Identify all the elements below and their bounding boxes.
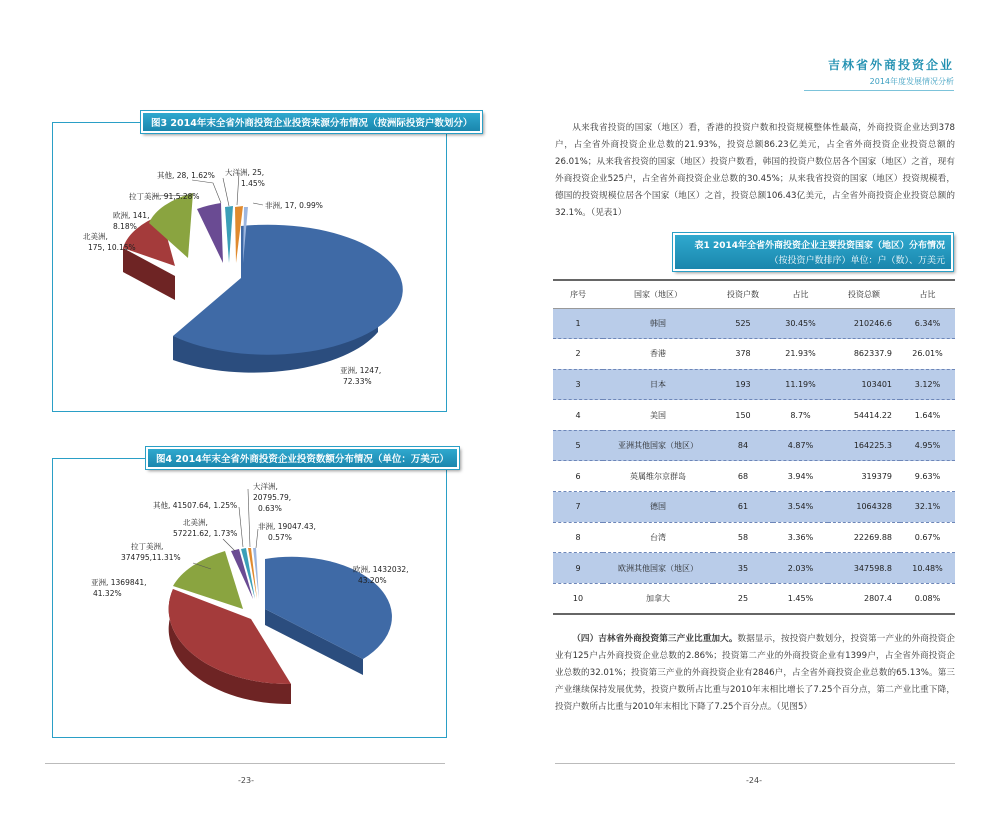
cell-amount: 210246.6 (828, 308, 900, 339)
cell-amount-pct: 4.95% (900, 430, 955, 461)
table-row (553, 461, 955, 492)
table-row (553, 553, 955, 584)
cell-country: 欧洲其他国家（地区） (603, 553, 713, 584)
cell-index: 1 (553, 308, 603, 339)
fig3-label-asia-2: 72.33% (343, 377, 372, 386)
cell-amount-pct: 1.64% (914, 410, 941, 420)
cell-amount: 319379 (861, 471, 892, 481)
th-amount-pct: 占比 (900, 280, 955, 308)
figure-3 (52, 118, 473, 412)
header-rule (804, 90, 954, 91)
header-subtitle: 2014年度发展情况分析 (869, 77, 954, 86)
cell-country: 美国 (650, 410, 666, 420)
cell-amount: 164225.3 (828, 430, 900, 461)
fig3-label-eu-2: 8.18% (113, 222, 137, 231)
fig3-label-na-2: 175, 10.15% (88, 243, 136, 252)
fig4-label-africa-2: 0.57% (268, 533, 292, 542)
cell-count: 61 (713, 492, 773, 523)
fig4-label-oceania-2: 20795.79, (253, 493, 292, 502)
cell-count-pct: 21.93% (785, 349, 816, 359)
cell-index: 9 (553, 553, 603, 584)
table-row (553, 430, 955, 461)
table-1-caption (673, 233, 953, 271)
table-1-subtitle: （按投资户数排序）单位：户（数）、万美元 (769, 256, 945, 266)
th-amount: 投资总额 (828, 280, 900, 308)
cell-count-pct: 3.36% (787, 532, 814, 542)
th-country: 国家（地区） (603, 280, 713, 308)
table-row (553, 522, 955, 553)
cell-count: 150 (735, 410, 751, 420)
fig3-label-na-1: 北美洲, (83, 232, 108, 241)
header-title: 吉林省外商投资企业 (827, 58, 954, 72)
cell-index: 7 (553, 492, 603, 523)
figure-4-title: 图4 2014年末全省外商投资企业投资数额分布情况（单位：万美元） (146, 447, 459, 469)
cell-count-pct: 3.94% (787, 471, 814, 481)
cell-index: 4 (575, 410, 581, 420)
fig4-label-asia-1: 亚洲, 1369841, (91, 578, 147, 587)
cell-amount-pct: 26.01% (912, 349, 943, 359)
fig4-label-europe-1: 欧洲, 1432032, (353, 565, 409, 574)
fig4-label-europe-2: 43.20% (358, 576, 387, 585)
cell-count: 525 (713, 308, 773, 339)
table-header-row (553, 280, 955, 308)
cell-amount-pct: 10.48% (900, 553, 955, 584)
fig3-label-eu-1: 欧洲, 141, (113, 211, 150, 220)
figure-4-pie-chart (53, 459, 446, 737)
paragraph-tertiary (555, 631, 955, 716)
cell-index: 3 (553, 369, 603, 400)
pie3-slice-la (197, 203, 223, 263)
running-header (828, 56, 954, 87)
cell-amount: 862337.9 (853, 349, 892, 359)
fig3-label-oceania-1: 大洋洲, 25, (225, 168, 265, 177)
fig4-label-la-1: 拉丁美洲, (131, 542, 164, 551)
footer-rule-left (45, 763, 445, 769)
cell-amount-pct: 9.63% (914, 471, 941, 481)
cell-amount: 347598.8 (828, 553, 900, 584)
cell-country: 加拿大 (603, 583, 713, 614)
fig4-label-na-2: 57221.62, 1.73% (173, 529, 238, 538)
cell-amount: 54414.22 (853, 410, 892, 420)
cell-count: 25 (713, 583, 773, 614)
paragraph-tertiary-lead: （四）吉林省外商投资第三产业比重加大。 (572, 634, 738, 644)
cell-amount-pct: 32.1% (900, 492, 955, 523)
table-row (553, 308, 955, 339)
th-count: 投资户数 (713, 280, 773, 308)
cell-index: 5 (553, 430, 603, 461)
table-row (553, 583, 955, 614)
cell-country: 香港 (650, 349, 666, 359)
cell-country: 日本 (603, 369, 713, 400)
figure-3-title: 图3 2014年末全省外商投资企业投资来源分布情况（按洲际投资户数划分） (141, 111, 482, 133)
cell-count: 193 (713, 369, 773, 400)
fig3-label-oceania-2: 1.45% (241, 179, 265, 188)
cell-count-pct: 2.03% (773, 553, 828, 584)
paragraph-countries: 从来我省投资的国家（地区）看，香港的投资户数和投资规模整体性最高，外商投资企业达到378户，占全省外商投资企业总数的21.93%，投资总额86.23亿美元，占全省外商投资企业投资总额的26.01%；从来我省投资的国家（地区）投资户数看，韩国的投资户数位居各个国家（地区）之首，现有外商投资企业525户，占全省外商投资企业总数的30.45%；从来我省投资的国家（地区）投资规模看，德国的投资规模位居各个国家（地区）之首，投资总额106.43亿美元，占全省外商投资企业投资总额的32.1%。（见表1） (555, 123, 955, 218)
fig4-label-oceania-3: 0.63% (258, 504, 282, 513)
cell-count-pct: 1.45% (773, 583, 828, 614)
cell-amount: 22269.88 (853, 532, 892, 542)
cell-amount-pct: 0.67% (914, 532, 941, 542)
table-1-title: 表1 2014年全省外商投资企业主要投资国家（地区）分布情况 (694, 241, 945, 251)
footer-rule-right (555, 763, 955, 769)
cell-count: 84 (713, 430, 773, 461)
fig4-label-oceania-1: 大洋洲, (253, 482, 278, 491)
cell-count: 35 (713, 553, 773, 584)
table-row (553, 492, 955, 523)
page-number-left: -23- (238, 776, 254, 785)
table-row (553, 339, 955, 370)
figure-4 (52, 454, 449, 738)
cell-amount: 2807.4 (828, 583, 900, 614)
fig4-label-africa-1: 非洲, 19047.43, (258, 522, 316, 531)
cell-country: 韩国 (603, 308, 713, 339)
fig4-label-na-1: 北美洲, (183, 518, 208, 527)
cell-count-pct: 3.54% (773, 492, 828, 523)
fig3-label-asia-1: 亚洲, 1247, (340, 366, 382, 375)
table-1 (553, 279, 955, 615)
cell-index: 8 (575, 532, 581, 542)
fig3-label-other: 其他, 28, 1.62% (157, 171, 215, 180)
cell-index: 2 (575, 349, 581, 359)
fig4-label-other: 其他, 41507.64, 1.25% (153, 501, 238, 510)
fig3-label-africa: 非洲, 17, 0.99% (265, 201, 323, 210)
cell-count-pct: 30.45% (773, 308, 828, 339)
table-row (553, 369, 955, 400)
cell-amount: 1064328 (828, 492, 900, 523)
cell-index: 10 (553, 583, 603, 614)
cell-amount-pct: 0.08% (900, 583, 955, 614)
cell-country: 亚洲其他国家（地区） (603, 430, 713, 461)
cell-country: 台湾 (650, 532, 666, 542)
fig4-label-la-2: 374795,11.31% (121, 553, 181, 562)
cell-count: 68 (737, 471, 749, 481)
cell-count-pct: 4.87% (773, 430, 828, 461)
figure-3-pie-chart (53, 123, 446, 411)
cell-count-pct: 11.19% (773, 369, 828, 400)
fig3-label-la: 拉丁美洲, 91,5.28% (129, 192, 200, 201)
cell-count: 378 (735, 349, 751, 359)
cell-amount-pct: 6.34% (900, 308, 955, 339)
th-index: 序号 (553, 280, 603, 308)
cell-country: 德国 (603, 492, 713, 523)
paragraph-tertiary-body: 数据显示，按投资户数划分，投资第一产业的外商投资企业有125户占外商投资企业总数的2.86%；投资第二产业的外商投资企业有1399户，占全省外商投资企业总数的32.01%；投资第三产业的外商投资企业有2846户，占全省外商投资企业总数的65.13%。第三产业继续保持发展优势，投资户数所占比重与2010年末相比增长了7.25个百分点，第二产业比重下降，投资户数所占比重与2010年末相比下降了7.25个百分点。（见图5） (555, 634, 955, 712)
page-number-right: -24- (746, 776, 762, 785)
cell-count: 58 (737, 532, 749, 542)
th-count-pct: 占比 (773, 280, 828, 308)
cell-index: 6 (575, 471, 581, 481)
table-row (553, 400, 955, 431)
cell-country: 英属维尔京群岛 (630, 471, 686, 481)
cell-count-pct: 8.7% (790, 410, 811, 420)
cell-amount: 103401 (828, 369, 900, 400)
cell-amount-pct: 3.12% (900, 369, 955, 400)
fig4-label-asia-2: 41.32% (93, 589, 122, 598)
pie3-slice-other (225, 206, 233, 263)
